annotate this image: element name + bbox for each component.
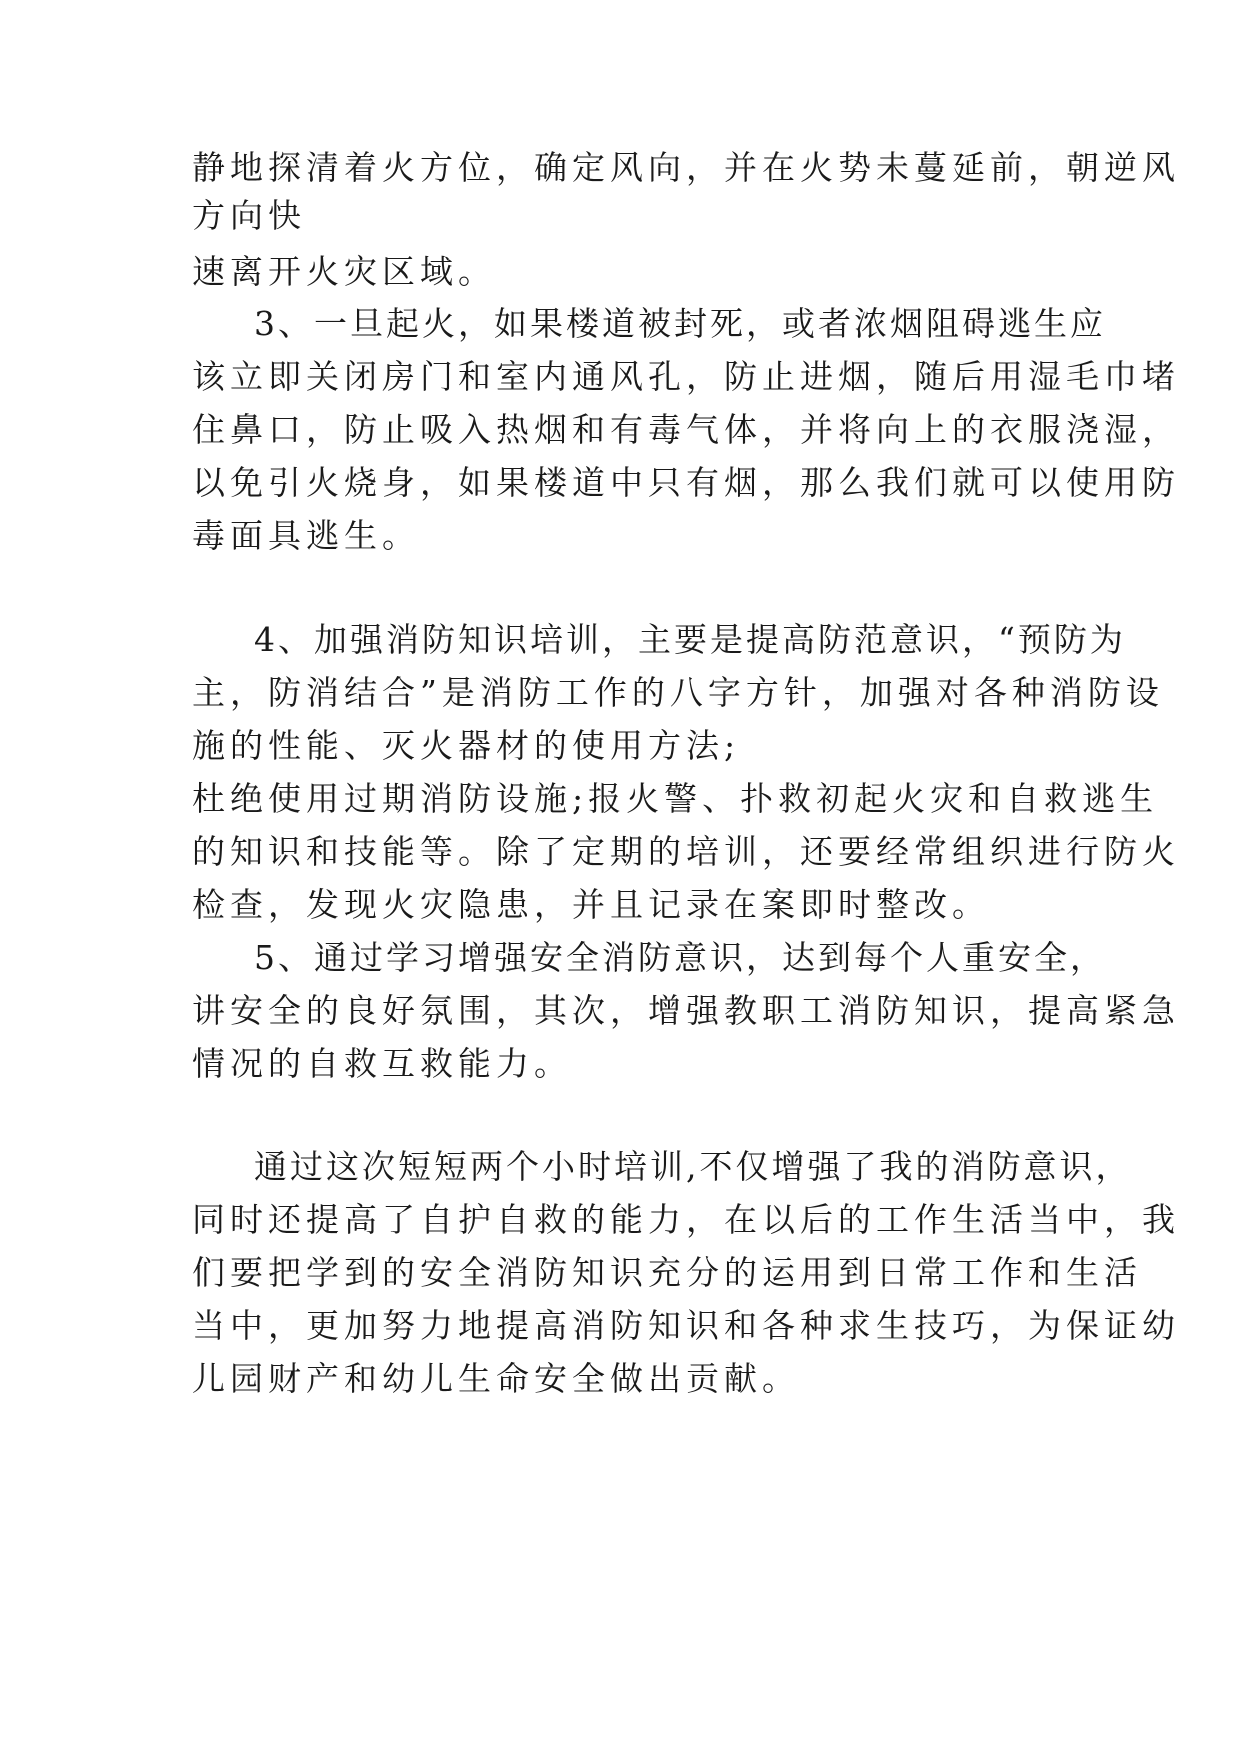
paragraph-3-line-1: 4、加强消防知识培训，主要是提高防范意识，“预防为	[254, 620, 1126, 659]
paragraph-1-line-1: 静地探清着火方位，确定风向，并在火势未蔓延前，朝逆风	[192, 148, 1180, 187]
paragraph-5-line-4: 当中，更加努力地提高消防知识和各种求生技巧，为保证幼	[192, 1306, 1180, 1345]
paragraph-4-line-3: 情况的自救互救能力。	[192, 1044, 572, 1083]
paragraph-1-line-2: 方向快	[192, 196, 306, 235]
paragraph-3-line-5: 的知识和技能等。除了定期的培训，还要经常组织进行防火	[192, 832, 1180, 871]
paragraph-1-line-3: 速离开火灾区域。	[192, 252, 496, 291]
paragraph-4-line-1: 5、通过学习增强安全消防意识，达到每个人重安全，	[254, 938, 1106, 977]
paragraph-5-line-5: 儿园财产和幼儿生命安全做出贡献。	[192, 1359, 800, 1398]
paragraph-4-line-2: 讲安全的良好氛围，其次，增强教职工消防知识，提高紧急	[192, 991, 1180, 1030]
paragraph-5-line-3: 们要把学到的安全消防知识充分的运用到日常工作和生活	[192, 1253, 1142, 1292]
paragraph-3-line-2: 主，防消结合”是消防工作的八字方针，加强对各种消防设	[192, 673, 1164, 712]
paragraph-3-line-6: 检查，发现火灾隐患，并且记录在案即时整改。	[192, 885, 990, 924]
paragraph-5-line-1: 通过这次短短两个小时培训,不仅增强了我的消防意识，	[254, 1147, 1132, 1186]
paragraph-2-line-4: 以免引火烧身，如果楼道中只有烟，那么我们就可以使用防	[192, 463, 1180, 502]
paragraph-2-line-2: 该立即关闭房门和室内通风孔，防止进烟，随后用湿毛巾堵	[192, 357, 1180, 396]
paragraph-2-line-5: 毒面具逃生。	[192, 516, 420, 555]
paragraph-2-line-1: 3、一旦起火，如果楼道被封死，或者浓烟阻碍逃生应	[254, 304, 1106, 343]
paragraph-5-line-2: 同时还提高了自护自救的能力，在以后的工作生活当中，我	[192, 1200, 1180, 1239]
paragraph-3-line-4: 杜绝使用过期消防设施;报火警、扑救初起火灾和自救逃生	[192, 779, 1159, 818]
paragraph-3-line-3: 施的性能、灭火器材的使用方法;	[192, 726, 741, 765]
paragraph-2-line-3: 住鼻口，防止吸入热烟和有毒气体，并将向上的衣服浇湿，	[192, 410, 1180, 449]
